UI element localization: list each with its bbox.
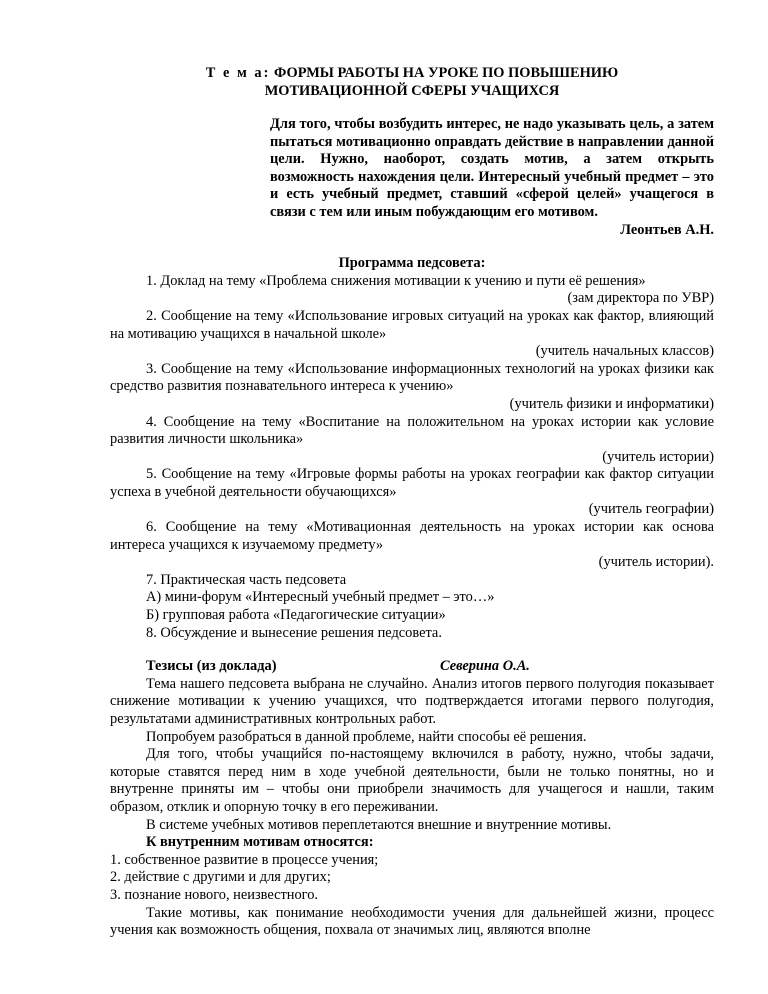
program-item-speaker: (зам директора по УВР) <box>567 290 714 307</box>
program-item-text: 3. Сообщение на тему «Использование информационных технологий на уроках физики как средство развития познавательного интереса к учению» <box>110 360 714 395</box>
inner-motive-item: 1. собственное развитие в процессе учения; <box>110 851 379 868</box>
theses-paragraph: Попробуем разобраться в данной проблеме, найти способы её решения. <box>146 728 587 745</box>
program-item-speaker: (учитель географии) <box>588 501 714 518</box>
theses-heading <box>110 658 714 676</box>
practical-line: Б) групповая работа «Педагогические ситуации» <box>146 607 446 624</box>
program-item-text: 5. Сообщение на тему «Игровые формы работы на уроках географии как фактор ситуации успеха в учебной деятельности обучающихся» <box>110 466 714 500</box>
inner-motives-heading: К внутренним мотивам относятся: <box>146 834 374 851</box>
program-item-text: 2. Сообщение на тему «Использование игровых ситуаций на уроках как фактор, влияющий на мотивацию учащихся в начальной школе» <box>110 307 714 342</box>
program-heading: Программа педсовета: <box>338 255 486 272</box>
theses-label: Тезисы (из доклада) <box>146 658 277 675</box>
program-item-speaker: (учитель начальных классов) <box>535 343 714 360</box>
title-line-1 <box>110 64 714 82</box>
title-line-2: МОТИВАЦИОННОЙ СФЕРЫ УЧАЩИХСЯ <box>264 83 560 99</box>
title-text-1: ФОРМЫ РАБОТЫ НА УРОКЕ ПО ПОВЫШЕНИЮ <box>270 65 619 81</box>
theses-author: Северина О.А. <box>440 658 530 675</box>
program-item-text: 6. Сообщение на тему «Мотивационная деятельность на уроках истории как основа интереса учащихся к изучаемому предмету» <box>110 519 714 553</box>
epigraph-text: Для того, чтобы возбудить интерес, не надо указывать цель, а затем пытаться мотивационно оправдать действие в направлении данной цели. Нужно, наоборот, создать мотив, а затем открыть возможность нахождения цели. Интересный учебный предмет – это и есть учебный предмет, ставший «сферой целей» учащегося в связи с тем или иным побуждающим его мотивом. <box>270 116 714 220</box>
theses-paragraph: Для того, чтобы учащийся по-настоящему включился в работу, нужно, чтобы задачи, которые ставятся перед ним в ходе учебной деятельности, были не только понятны, но и внутренне приняты им – чтобы они приобрели значимость для учащегося и нашли, таким образом, отклик и опорную точку в его переживании. <box>110 746 714 815</box>
theses-paragraph: Тема нашего педсовета выбрана не случайно. Анализ итогов первого полугодия показывает снижение мотивации к учению учащихся, что подтверждается итогами первого полугодия, результатами административных контрольных работ. <box>110 675 714 727</box>
epigraph <box>270 116 714 239</box>
practical-line: 7. Практическая часть педсовета <box>146 571 347 588</box>
epigraph-author: Леонтьев А.Н. <box>620 221 714 238</box>
program-item-text: 4. Сообщение на тему «Воспитание на положительном на уроках истории как условие развития личности школьника» <box>110 413 714 448</box>
program-item-speaker: (учитель истории) <box>602 448 714 465</box>
program-item <box>110 414 714 467</box>
practical-line: А) мини-форум «Интересный учебный предмет – это…» <box>146 589 495 606</box>
program-item <box>110 308 714 361</box>
program-item <box>110 361 714 414</box>
inner-motive-item: 2. действие с другими и для других; <box>110 869 331 886</box>
theses-paragraph: Такие мотивы, как понимание необходимости учения для дальнейшей жизни, процесс учения как возможность общения, похвала от значимых лиц, являются вполне <box>110 904 714 939</box>
practical-line: 8. Обсуждение и вынесение решения педсовета. <box>146 624 442 641</box>
document-page <box>110 64 714 940</box>
program-item <box>110 273 714 308</box>
theses-paragraph: В системе учебных мотивов переплетаются внешние и внутренние мотивы. <box>146 816 612 833</box>
title-prefix: Т е м а: <box>205 65 271 81</box>
program-item <box>110 519 714 572</box>
program-item-text: 1. Доклад на тему «Проблема снижения мотивации к учению и пути её решения» <box>146 272 646 289</box>
page-title <box>110 64 714 100</box>
inner-motive-item: 3. познание нового, неизвестного. <box>110 886 319 903</box>
program-item-speaker: (учитель физики и информатики) <box>509 395 714 412</box>
program-list <box>110 273 714 642</box>
program-item <box>110 466 714 519</box>
program-item-speaker: (учитель истории). <box>598 554 714 571</box>
